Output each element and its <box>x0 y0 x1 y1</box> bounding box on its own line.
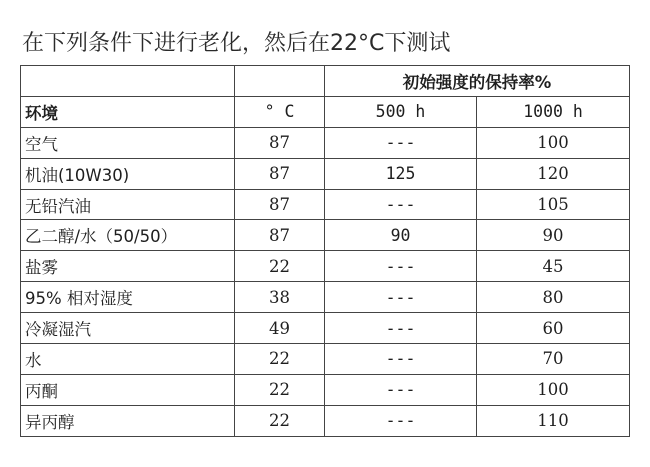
environment-cell: 水 <box>21 344 235 375</box>
retention-1000h-cell: 80 <box>477 282 630 313</box>
retention-1000h-cell: 110 <box>477 405 630 436</box>
retention-500h-cell: --- <box>325 344 477 375</box>
table-row <box>21 189 630 220</box>
table-row <box>21 251 630 282</box>
retention-1000h-cell: 70 <box>477 344 630 375</box>
environment-cell: 丙酮 <box>21 374 235 405</box>
aging-results-table <box>20 65 630 437</box>
retention-500h-cell: --- <box>325 405 477 436</box>
environment-cell: 机油(10W30) <box>21 158 235 189</box>
temperature-cell: 22 <box>235 344 325 375</box>
environment-cell: 盐雾 <box>21 251 235 282</box>
table-row <box>21 127 630 158</box>
empty-header-cell <box>235 66 325 97</box>
temperature-cell: 87 <box>235 158 325 189</box>
environment-cell: 无铅汽油 <box>21 189 235 220</box>
retention-500h-cell: --- <box>325 251 477 282</box>
column-header-500h: 500 h <box>325 96 477 127</box>
temperature-cell: 87 <box>235 189 325 220</box>
environment-cell: 空气 <box>21 127 235 158</box>
retention-1000h-cell: 100 <box>477 374 630 405</box>
retention-1000h-cell: 105 <box>477 189 630 220</box>
environment-cell: 冷凝湿汽 <box>21 313 235 344</box>
environment-cell: 95% 相对湿度 <box>21 282 235 313</box>
temperature-cell: 38 <box>235 282 325 313</box>
temperature-cell: 49 <box>235 313 325 344</box>
empty-header-cell <box>21 66 235 97</box>
table-group-header-row <box>21 66 630 97</box>
temperature-cell: 22 <box>235 251 325 282</box>
table-row <box>21 344 630 375</box>
table-row <box>21 220 630 251</box>
page-heading: 在下列条件下进行老化，然后在22°C下测试 <box>22 31 451 56</box>
table-row <box>21 282 630 313</box>
table-column-header-row <box>21 96 630 127</box>
table-row <box>21 158 630 189</box>
temperature-cell: 22 <box>235 374 325 405</box>
retention-500h-cell: --- <box>325 189 477 220</box>
column-header-environment: 环境 <box>21 96 235 127</box>
retention-500h-cell: --- <box>325 374 477 405</box>
table-row <box>21 374 630 405</box>
retention-1000h-cell: 45 <box>477 251 630 282</box>
retention-500h-cell: 90 <box>325 220 477 251</box>
environment-cell: 异丙醇 <box>21 405 235 436</box>
retention-500h-cell: --- <box>325 313 477 344</box>
column-header-1000h: 1000 h <box>477 96 630 127</box>
retention-500h-cell: --- <box>325 127 477 158</box>
column-header-temperature: ° C <box>235 96 325 127</box>
retention-500h-cell: 125 <box>325 158 477 189</box>
retention-500h-cell: --- <box>325 282 477 313</box>
retention-1000h-cell: 90 <box>477 220 630 251</box>
temperature-cell: 22 <box>235 405 325 436</box>
temperature-cell: 87 <box>235 220 325 251</box>
environment-cell: 乙二醇/水（50/50） <box>21 220 235 251</box>
retention-1000h-cell: 60 <box>477 313 630 344</box>
retention-1000h-cell: 120 <box>477 158 630 189</box>
temperature-cell: 87 <box>235 127 325 158</box>
retention-1000h-cell: 100 <box>477 127 630 158</box>
retention-group-header: 初始强度的保持率% <box>325 66 630 97</box>
table-row <box>21 313 630 344</box>
table-row <box>21 405 630 436</box>
